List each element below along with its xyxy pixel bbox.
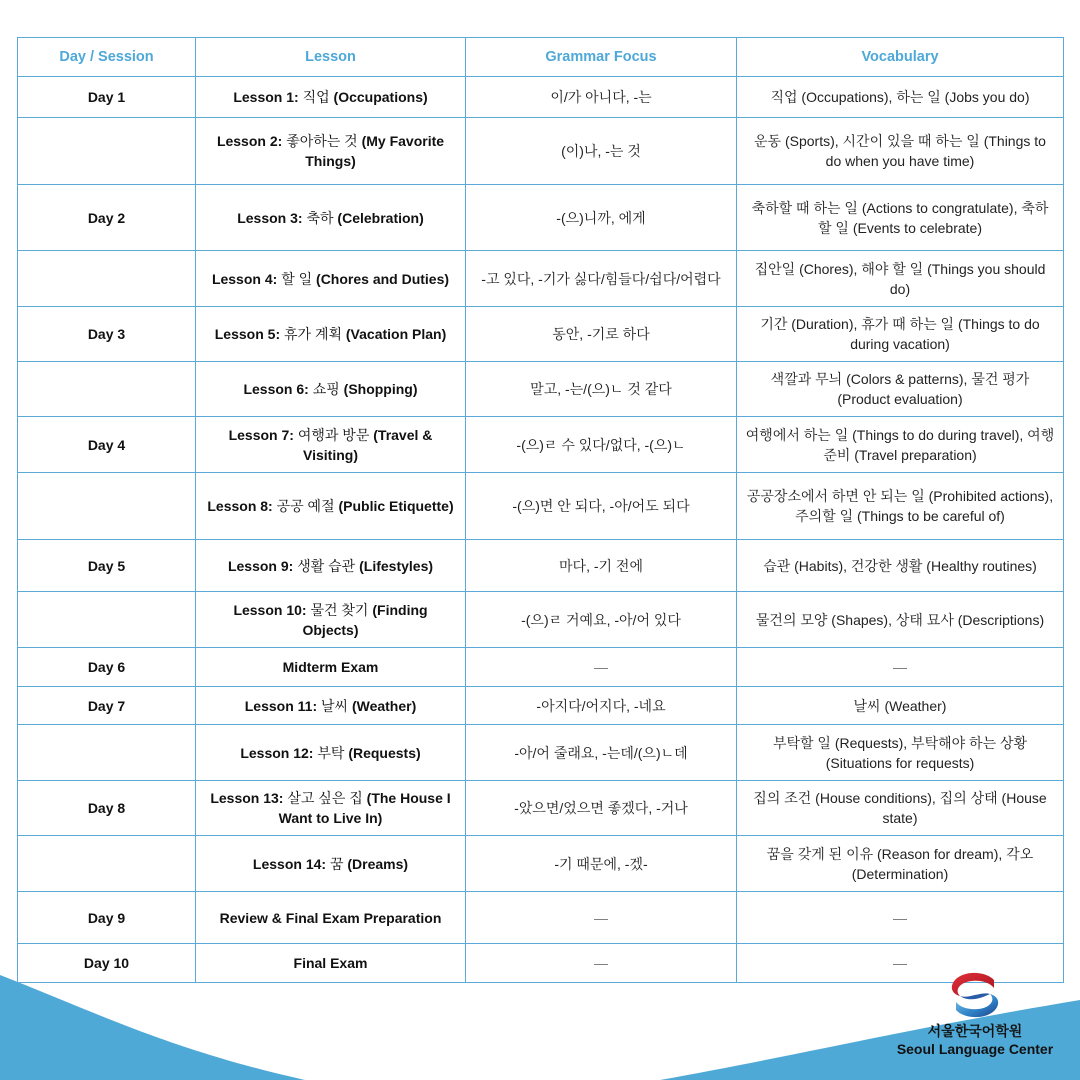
lesson-cell — [196, 118, 466, 185]
lesson-number: Lesson 7: — [228, 426, 294, 443]
lesson-english-title: Review & Final Exam Preparation — [219, 909, 442, 926]
lesson-korean-title: 부탁 — [317, 744, 345, 761]
vocabulary-cell: 여행에서 하는 일 (Things to do during travel), 여행 준비 (Travel preparation) — [737, 417, 1064, 473]
header-grammar-focus: Grammar Focus — [466, 38, 737, 77]
grammar-focus-cell: 동안, -기로 하다 — [466, 307, 737, 362]
grammar-focus-cell: -(으)ㄹ 수 있다/없다, -(으)ㄴ — [466, 417, 737, 473]
grammar-focus-cell: -(으)니까, 에게 — [466, 185, 737, 251]
grammar-focus-cell: (이)나, -는 것 — [466, 118, 737, 185]
lesson-korean-title: 여행과 방문 — [297, 426, 370, 443]
day-cell: Day 7 — [18, 687, 196, 725]
lesson-korean-title: 쇼핑 — [312, 381, 340, 397]
vocabulary-cell: 물건의 모양 (Shapes), 상태 묘사 (Descriptions) — [737, 592, 1064, 648]
lesson-number: Lesson 5: — [214, 326, 281, 342]
lesson-korean-title: 날씨 — [321, 697, 349, 714]
vocabulary-cell: 집의 조건 (House conditions), 집의 상태 (House state) — [737, 781, 1064, 836]
lesson-english-title: (The House I Want to Live In) — [278, 790, 451, 826]
vocabulary-cell: 공공장소에서 하면 안 되는 일 (Prohibited actions), 주의할 일 (Things to be careful of) — [737, 473, 1064, 540]
grammar-focus-cell: 마다, -기 전에 — [466, 540, 737, 592]
table-row — [18, 362, 1064, 417]
lesson-english-title: (Travel & Visiting) — [303, 426, 433, 463]
grammar-focus-cell: -(으)면 안 되다, -아/어도 되다 — [466, 473, 737, 540]
lesson-cell — [196, 362, 466, 417]
day-cell: Day 5 — [18, 540, 196, 592]
lesson-korean-title: 살고 싶은 집 — [287, 790, 363, 806]
vocabulary-cell: 색깔과 무늬 (Colors & patterns), 물건 평가 (Product evaluation) — [737, 362, 1064, 417]
vocabulary-cell: 축하할 때 하는 일 (Actions to congratulate), 축하할 일 (Events to celebrate) — [737, 185, 1064, 251]
vocabulary-cell: 습관 (Habits), 건강한 생활 (Healthy routines) — [737, 540, 1064, 592]
lesson-number: Lesson 14: — [252, 855, 327, 872]
lesson-english-title: (Celebration) — [337, 209, 424, 226]
lesson-cell — [196, 836, 466, 892]
grammar-focus-cell: — — [466, 944, 737, 983]
lesson-english-title: (My Favorite Things) — [305, 133, 445, 169]
lesson-cell — [196, 251, 466, 307]
lesson-cell — [196, 687, 466, 725]
vocabulary-cell: — — [737, 648, 1064, 687]
lesson-number: Lesson 4: — [211, 270, 278, 287]
lesson-english-title: (Shopping) — [343, 381, 418, 397]
lesson-english-title: (Finding Objects) — [302, 601, 428, 638]
lesson-korean-title: 꿈 — [329, 855, 344, 872]
day-cell: Day 1 — [18, 77, 196, 118]
lesson-number: Lesson 13: — [210, 790, 284, 806]
lesson-korean-title: 생활 습관 — [297, 557, 356, 574]
lesson-korean-title: 휴가 계획 — [284, 326, 342, 342]
lesson-number: Lesson 11: — [244, 697, 318, 714]
lesson-english-title: (Public Etiquette) — [338, 498, 454, 514]
lesson-english-title: (Occupations) — [333, 89, 428, 105]
lesson-cell — [196, 781, 466, 836]
table-row — [18, 781, 1064, 836]
day-cell: Day 9 — [18, 892, 196, 944]
lesson-cell — [196, 185, 466, 251]
brand-logo — [880, 970, 1070, 1070]
grammar-focus-cell: 말고, -는/(으)ㄴ 것 같다 — [466, 362, 737, 417]
table-row — [18, 725, 1064, 781]
grammar-focus-cell: -아지다/어지다, -네요 — [466, 687, 737, 725]
lesson-cell — [196, 592, 466, 648]
lesson-english-title: (Dreams) — [347, 855, 409, 872]
table-row — [18, 118, 1064, 185]
table-row — [18, 592, 1064, 648]
lesson-number: Lesson 9: — [227, 557, 294, 574]
lesson-number: Lesson 1: — [233, 89, 299, 105]
day-cell — [18, 592, 196, 648]
lesson-cell — [196, 648, 466, 687]
lesson-korean-title: 축하 — [306, 209, 334, 226]
brand-korean-name: 서울한국어학원 — [927, 1023, 1023, 1039]
grammar-focus-cell: — — [466, 648, 737, 687]
day-cell — [18, 251, 196, 307]
lesson-korean-title: 직업 — [302, 89, 330, 105]
header-vocabulary: Vocabulary — [737, 38, 1064, 77]
grammar-focus-cell: -기 때문에, -겠- — [466, 836, 737, 892]
course-schedule-table — [17, 37, 1064, 983]
vocabulary-cell: 꿈을 갖게 된 이유 (Reason for dream), 각오 (Determination) — [737, 836, 1064, 892]
lesson-number: Lesson 8: — [207, 498, 273, 514]
lesson-number: Lesson 12: — [240, 744, 314, 761]
lesson-cell — [196, 892, 466, 944]
lesson-cell — [196, 307, 466, 362]
grammar-focus-cell: -(으)ㄹ 거예요, -아/어 있다 — [466, 592, 737, 648]
day-cell — [18, 362, 196, 417]
table-row — [18, 892, 1064, 944]
lesson-number: Lesson 2: — [216, 133, 283, 149]
grammar-focus-cell: 이/가 아니다, -는 — [466, 77, 737, 118]
lesson-cell — [196, 725, 466, 781]
table-header-row — [18, 38, 1064, 77]
header-lesson: Lesson — [196, 38, 466, 77]
table-row — [18, 648, 1064, 687]
grammar-focus-cell: -고 있다, -기가 싫다/힘들다/쉽다/어렵다 — [466, 251, 737, 307]
day-cell — [18, 836, 196, 892]
day-cell: Day 2 — [18, 185, 196, 251]
lesson-english-title: Final Exam — [293, 955, 368, 971]
lesson-english-title: (Requests) — [348, 744, 421, 761]
lesson-english-title: (Chores and Duties) — [316, 270, 450, 287]
vocabulary-cell: 기간 (Duration), 휴가 때 하는 일 (Things to do during vacation) — [737, 307, 1064, 362]
vocabulary-cell: 날씨 (Weather) — [737, 687, 1064, 725]
brand-english-name: Seoul Language Center — [896, 1041, 1054, 1057]
lesson-english-title: Midterm Exam — [282, 659, 379, 675]
lesson-korean-title: 공공 예절 — [276, 498, 335, 514]
lesson-english-title: (Vacation Plan) — [345, 326, 447, 342]
table-row — [18, 473, 1064, 540]
lesson-number: Lesson 6: — [243, 381, 309, 397]
lesson-cell — [196, 540, 466, 592]
day-cell — [18, 118, 196, 185]
lesson-korean-title: 할 일 — [281, 270, 313, 287]
lesson-cell — [196, 417, 466, 473]
lesson-cell — [196, 77, 466, 118]
day-cell: Day 8 — [18, 781, 196, 836]
vocabulary-cell: — — [737, 944, 1064, 983]
table-row — [18, 836, 1064, 892]
table-row — [18, 185, 1064, 251]
grammar-focus-cell: — — [466, 892, 737, 944]
day-cell: Day 6 — [18, 648, 196, 687]
table-row — [18, 251, 1064, 307]
grammar-focus-cell: -았으면/었으면 좋겠다, -거나 — [466, 781, 737, 836]
table-row — [18, 417, 1064, 473]
vocabulary-cell: 운동 (Sports), 시간이 있을 때 하는 일 (Things to do when you have time) — [737, 118, 1064, 185]
table-row — [18, 540, 1064, 592]
grammar-focus-cell: -아/어 줄래요, -는데/(으)ㄴ데 — [466, 725, 737, 781]
vocabulary-cell: 부탁할 일 (Requests), 부탁해야 하는 상황 (Situations for requests) — [737, 725, 1064, 781]
day-cell — [18, 725, 196, 781]
day-cell: Day 4 — [18, 417, 196, 473]
header-day-session: Day / Session — [18, 38, 196, 77]
lesson-number: Lesson 3: — [237, 209, 303, 226]
lesson-number: Lesson 10: — [233, 601, 307, 618]
lesson-cell — [196, 944, 466, 983]
lesson-english-title: (Weather) — [351, 697, 417, 714]
day-cell — [18, 473, 196, 540]
lesson-korean-title: 물건 찾기 — [310, 601, 369, 618]
lesson-cell — [196, 473, 466, 540]
lesson-english-title: (Lifestyles) — [359, 557, 434, 574]
swirl-logo-icon — [946, 970, 1004, 1020]
table-row — [18, 307, 1064, 362]
vocabulary-cell: — — [737, 892, 1064, 944]
table-row — [18, 77, 1064, 118]
table-row — [18, 687, 1064, 725]
day-cell: Day 3 — [18, 307, 196, 362]
vocabulary-cell: 직업 (Occupations), 하는 일 (Jobs you do) — [737, 77, 1064, 118]
lesson-korean-title: 좋아하는 것 — [286, 133, 358, 149]
vocabulary-cell: 집안일 (Chores), 해야 할 일 (Things you should do) — [737, 251, 1064, 307]
day-cell: Day 10 — [18, 944, 196, 983]
